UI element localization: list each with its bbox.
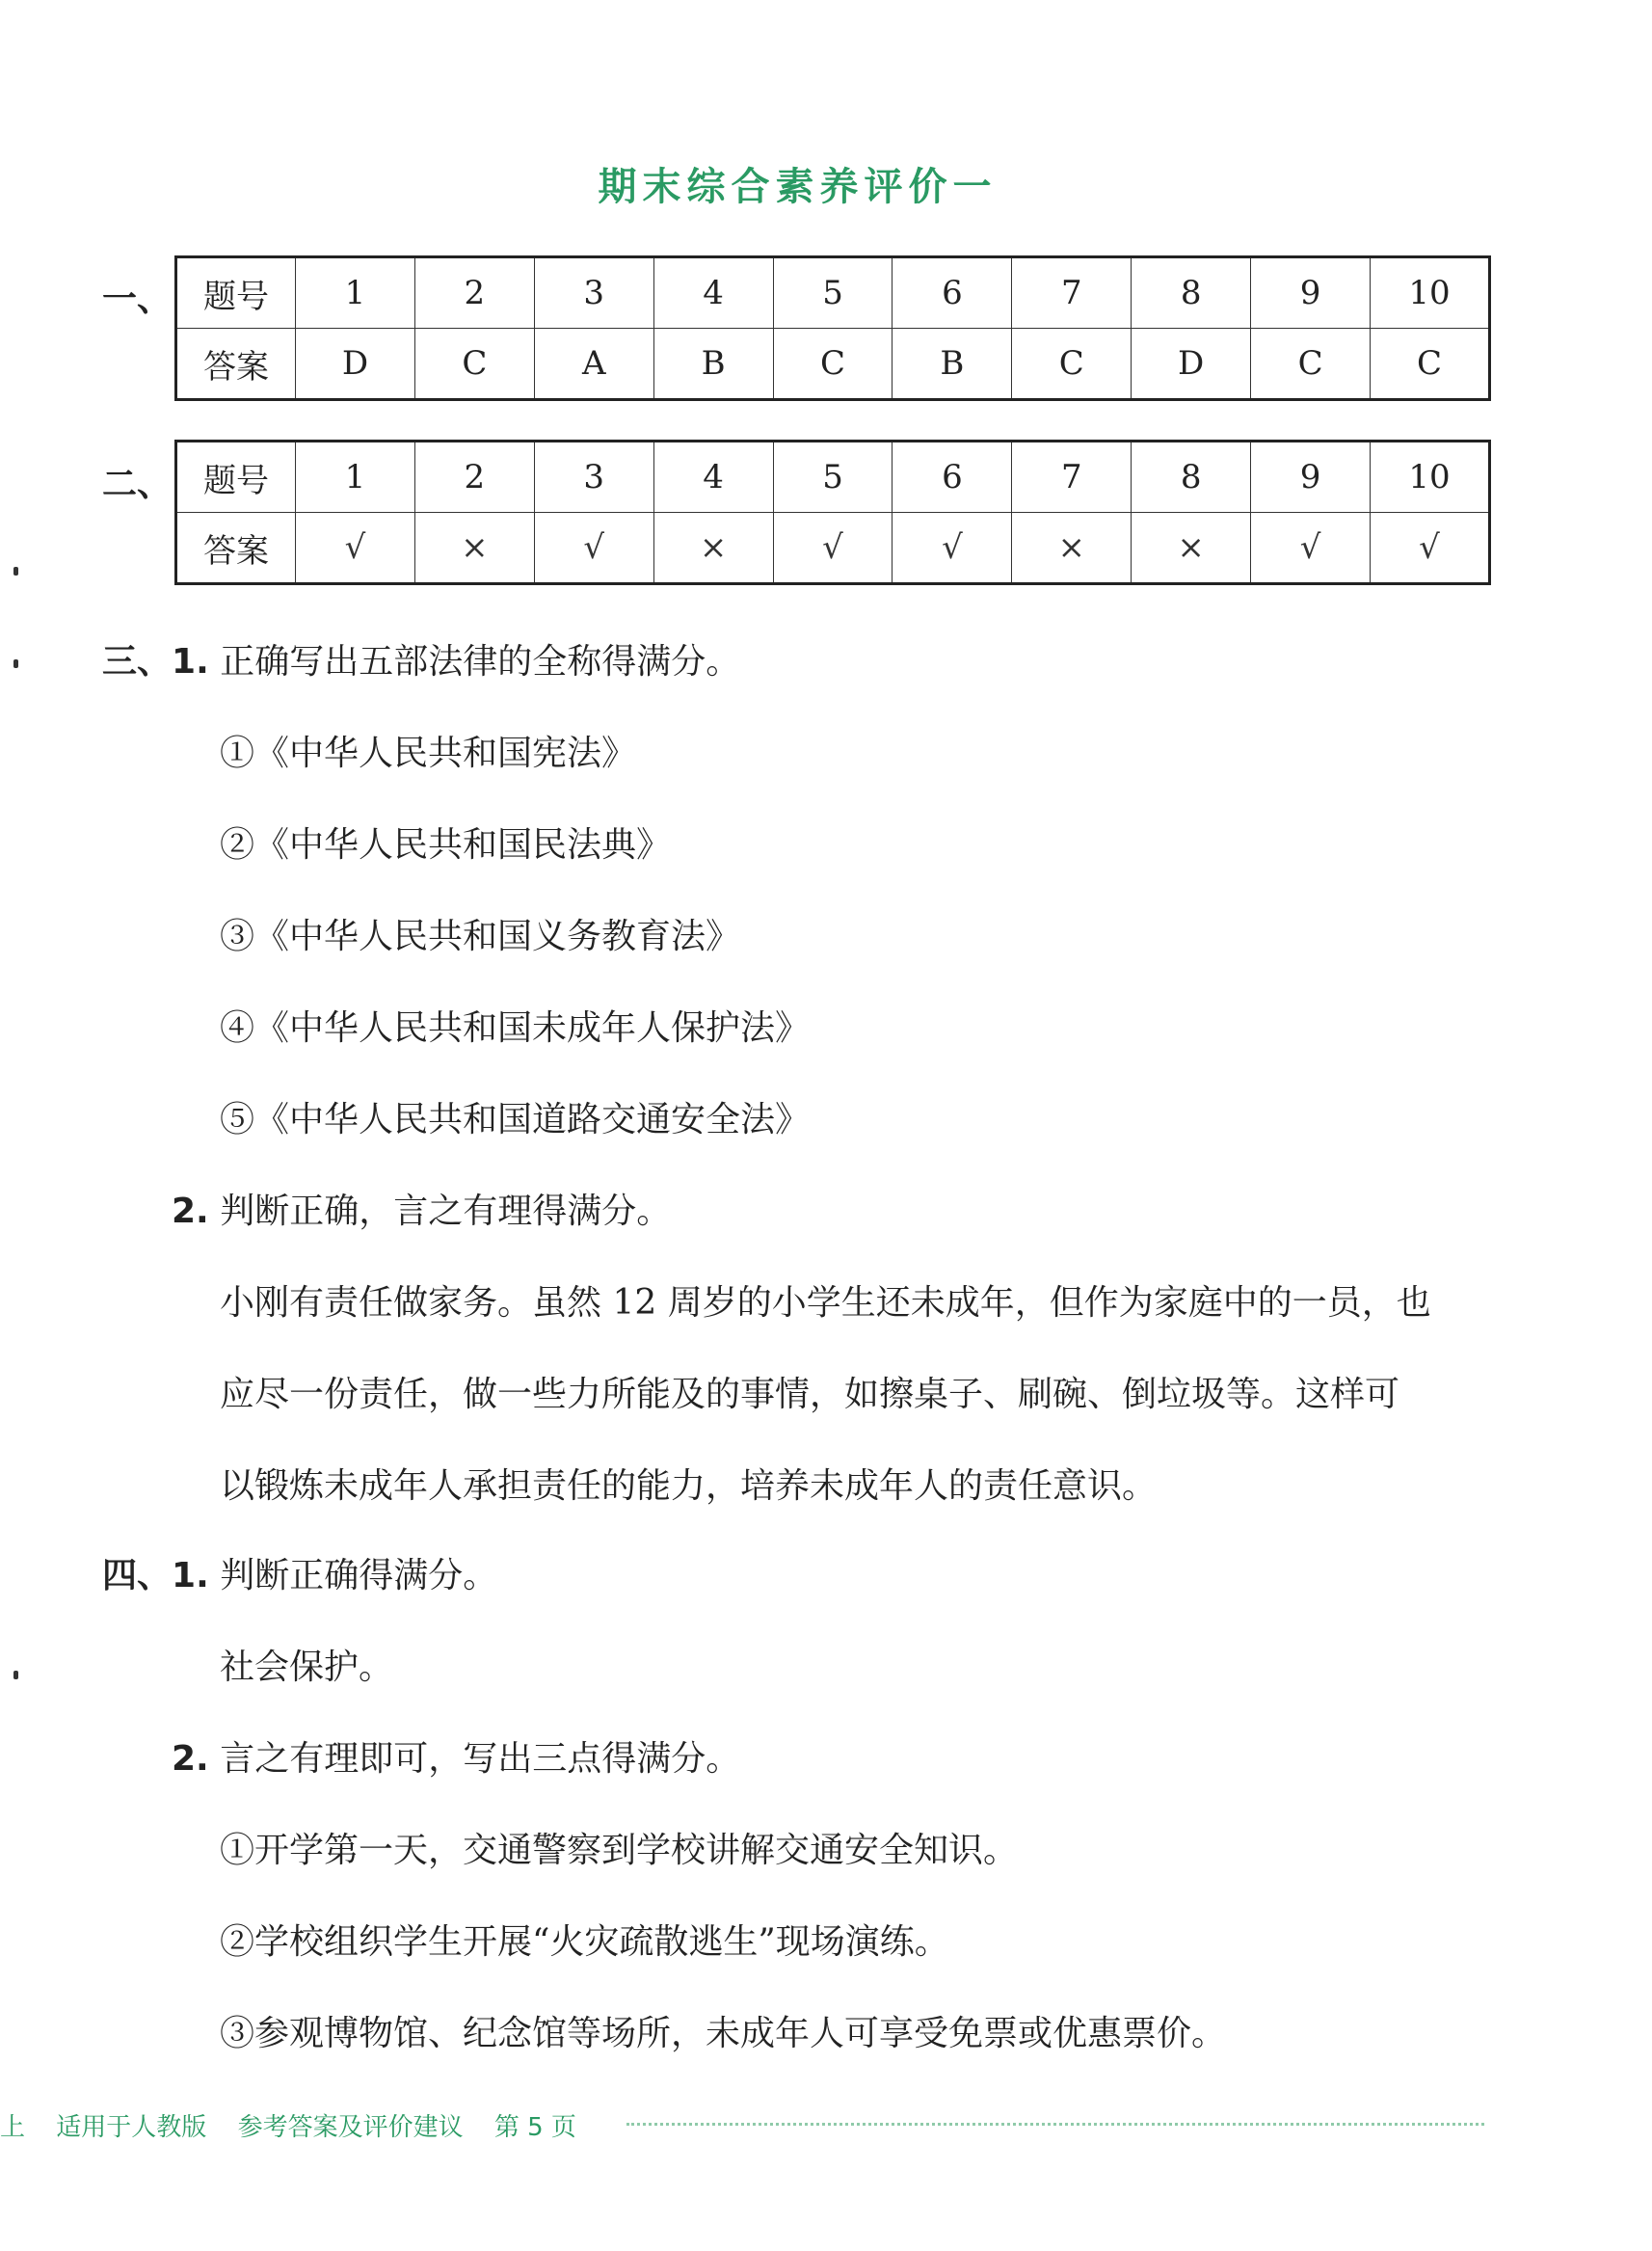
question-number: 7 bbox=[1012, 257, 1132, 329]
question-number: 5 bbox=[773, 442, 893, 513]
answer-cell: D bbox=[296, 329, 415, 400]
cross-mark-icon: × bbox=[414, 513, 534, 584]
question-number: 3 bbox=[534, 257, 653, 329]
footer-page-number: 第 5 页 bbox=[493, 2113, 576, 2142]
question-number: 1. bbox=[172, 642, 209, 682]
check-mark-icon: √ bbox=[773, 513, 893, 584]
table-row-answers bbox=[176, 513, 1490, 584]
section-3-label: 三、 bbox=[102, 642, 173, 682]
section-3-q2 bbox=[172, 1191, 671, 1233]
cross-mark-icon: × bbox=[653, 513, 773, 584]
page-title: 期末综合素养评价一 bbox=[598, 165, 998, 209]
check-mark-icon: √ bbox=[893, 513, 1012, 584]
question-number: 5 bbox=[773, 257, 893, 329]
answer-cell: C bbox=[1251, 329, 1371, 400]
row-header-number: 题号 bbox=[176, 257, 296, 329]
answer-cell: D bbox=[1132, 329, 1251, 400]
question-text: 判断正确，言之有理得满分。 bbox=[220, 1192, 672, 1231]
cross-mark-icon: × bbox=[1132, 513, 1251, 584]
footer-book: 参考答案及评价建议 bbox=[237, 2113, 464, 2142]
question-number: 2 bbox=[414, 257, 534, 329]
list-item: ②《中华人民共和国民法典》 bbox=[220, 825, 672, 865]
check-mark-icon: √ bbox=[1251, 513, 1371, 584]
paragraph-line: 小刚有责任做家务。虽然 12 周岁的小学生还未成年，但作为家庭中的一员，也 bbox=[220, 1283, 1431, 1323]
section-4-label: 四、 bbox=[102, 1556, 173, 1595]
question-number: 9 bbox=[1251, 257, 1371, 329]
question-number: 2 bbox=[414, 442, 534, 513]
answer-cell: B bbox=[893, 329, 1012, 400]
row-header-answer: 答案 bbox=[176, 329, 296, 400]
footer-dotted-rule bbox=[626, 2123, 1484, 2126]
list-item: ④《中华人民共和国未成年人保护法》 bbox=[220, 1008, 811, 1048]
question-number: 7 bbox=[1012, 442, 1132, 513]
table-row-answers bbox=[176, 329, 1490, 400]
question-number: 6 bbox=[893, 442, 1012, 513]
scan-speck bbox=[13, 1671, 18, 1679]
paragraph-line: 应尽一份责任，做一些力所能及的事情，如擦桌子、刷碗、倒垃圾等。这样可 bbox=[220, 1375, 1400, 1414]
question-number: 9 bbox=[1251, 442, 1371, 513]
answer-table-1 bbox=[174, 255, 1491, 401]
list-item: ③《中华人民共和国义务教育法》 bbox=[220, 917, 741, 956]
question-number: 6 bbox=[893, 257, 1012, 329]
section-4-q1 bbox=[102, 1555, 497, 1597]
footer-edition: 适用于人教版 bbox=[56, 2113, 207, 2142]
question-number: 10 bbox=[1371, 257, 1490, 329]
cross-mark-icon: × bbox=[1012, 513, 1132, 584]
list-item: ①《中华人民共和国宪法》 bbox=[220, 734, 637, 773]
table-row-numbers bbox=[176, 442, 1490, 513]
scan-speck bbox=[13, 659, 18, 668]
question-number: 4 bbox=[653, 257, 773, 329]
question-text: 判断正确得满分。 bbox=[220, 1556, 498, 1595]
answer-cell: C bbox=[414, 329, 534, 400]
question-number: 8 bbox=[1132, 257, 1251, 329]
footer-prefix: 上 bbox=[0, 2113, 26, 2142]
question-number: 1 bbox=[296, 442, 415, 513]
list-item: ③参观博物馆、纪念馆等场所，未成年人可享受免票或优惠票价。 bbox=[220, 2014, 1227, 2053]
list-item: ①开学第一天，交通警察到学校讲解交通安全知识。 bbox=[220, 1831, 1019, 1870]
question-number: 4 bbox=[653, 442, 773, 513]
question-number: 10 bbox=[1371, 442, 1490, 513]
check-mark-icon: √ bbox=[534, 513, 653, 584]
question-number: 1 bbox=[296, 257, 415, 329]
section-4-q2 bbox=[172, 1738, 740, 1781]
list-item: ⑤《中华人民共和国道路交通安全法》 bbox=[220, 1100, 811, 1139]
scan-speck bbox=[13, 567, 18, 576]
answer-cell: B bbox=[653, 329, 773, 400]
question-number: 8 bbox=[1132, 442, 1251, 513]
check-mark-icon: √ bbox=[1371, 513, 1490, 584]
answer-cell: A bbox=[534, 329, 653, 400]
section-3-q1 bbox=[102, 641, 740, 683]
answer-text: 社会保护。 bbox=[220, 1648, 394, 1687]
check-mark-icon: √ bbox=[296, 513, 415, 584]
question-number: 2. bbox=[172, 1192, 209, 1231]
paragraph-line: 以锻炼未成年人承担责任的能力，培养未成年人的责任意识。 bbox=[220, 1466, 1158, 1506]
table-row-numbers bbox=[176, 257, 1490, 329]
question-text: 言之有理即可，写出三点得满分。 bbox=[220, 1739, 741, 1779]
section-2-label: 二、 bbox=[102, 465, 173, 504]
answer-table-2 bbox=[174, 440, 1491, 585]
question-text: 正确写出五部法律的全称得满分。 bbox=[220, 642, 741, 682]
answer-cell: C bbox=[773, 329, 893, 400]
page-footer bbox=[0, 2107, 600, 2143]
section-1-label: 一、 bbox=[102, 280, 173, 319]
question-number: 2. bbox=[172, 1739, 209, 1779]
row-header-number: 题号 bbox=[176, 442, 296, 513]
list-item: ②学校组织学生开展“火灾疏散逃生”现场演练。 bbox=[220, 1922, 949, 1962]
row-header-answer: 答案 bbox=[176, 513, 296, 584]
answer-cell: C bbox=[1371, 329, 1490, 400]
question-number: 1. bbox=[172, 1556, 209, 1595]
answer-cell: C bbox=[1012, 329, 1132, 400]
question-number: 3 bbox=[534, 442, 653, 513]
